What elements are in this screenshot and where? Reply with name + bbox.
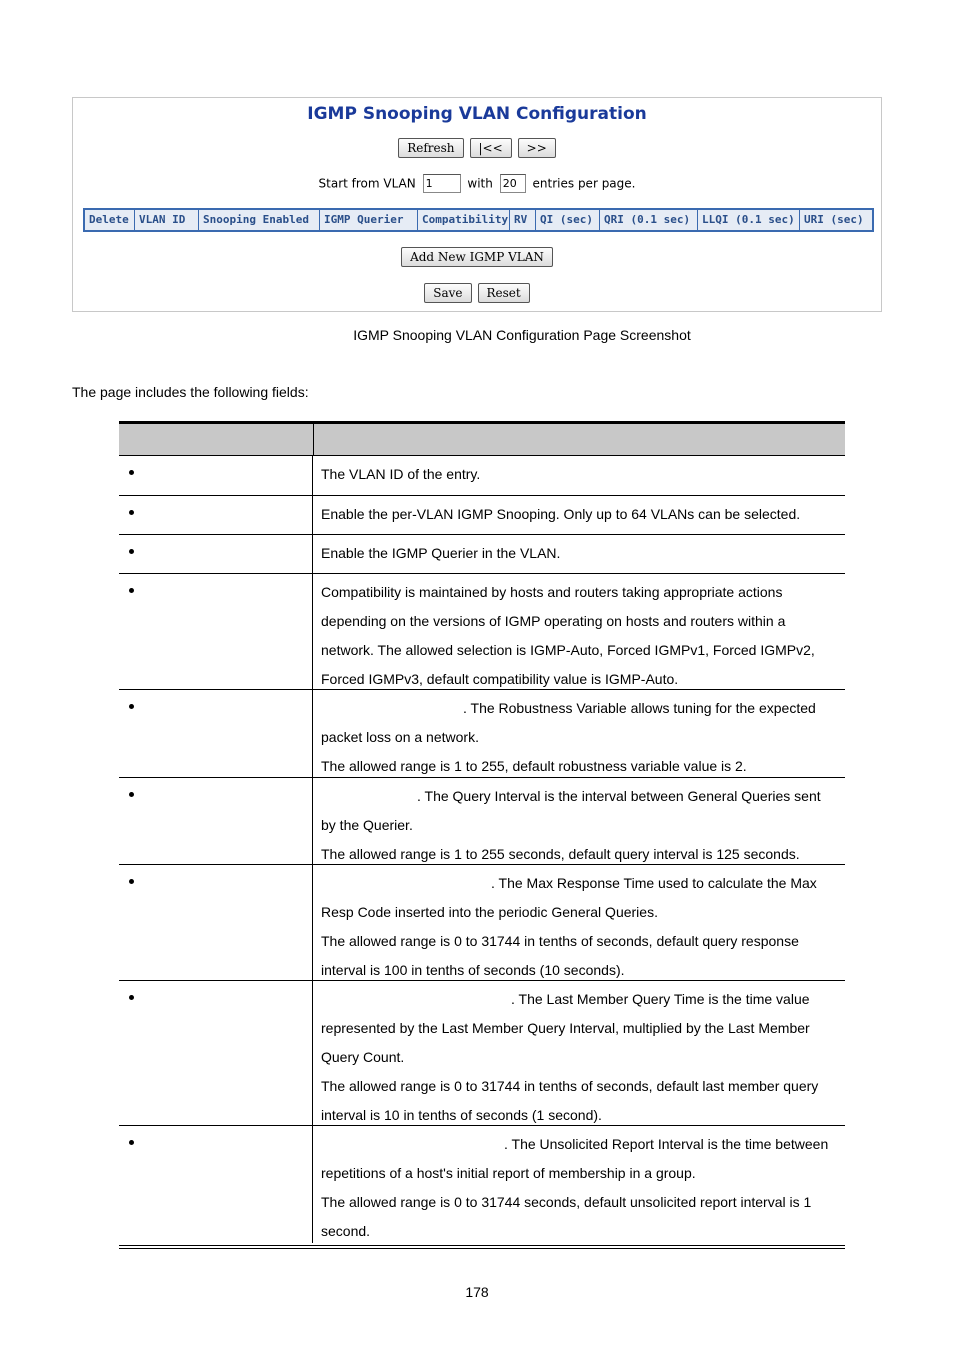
field-row xyxy=(119,535,845,574)
bullet-icon xyxy=(129,1140,134,1145)
reset-button[interactable]: Reset xyxy=(478,283,530,303)
refresh-button[interactable]: Refresh xyxy=(398,138,463,158)
save-button[interactable]: Save xyxy=(424,283,471,303)
description-line: . The Unsolicited Report Interval is the time between repetitions of a host's initial report of membership in a group. xyxy=(321,1136,829,1181)
description-line: The allowed range is 1 to 255 seconds, default query interval is 125 seconds. xyxy=(321,846,800,862)
add-igmp-vlan-button[interactable]: Add New IGMP VLAN xyxy=(401,247,553,267)
entries-per-page-input[interactable]: 20 xyxy=(500,174,526,193)
description-line: Enable the IGMP Querier in the VLAN. xyxy=(321,545,561,561)
field-description xyxy=(313,535,845,573)
paging-buttons xyxy=(73,138,881,158)
description-line: . The Query Interval is the interval between General Queries sent by the Querier. xyxy=(321,788,821,833)
start-from-row xyxy=(73,174,881,193)
field-row xyxy=(119,456,845,496)
field-description xyxy=(313,456,845,495)
description-line: The allowed range is 0 to 31744 in tenths of seconds, default last member query interval is 10 in tenths of seconds (1 second). xyxy=(321,1078,819,1123)
table-header xyxy=(119,424,845,456)
description-line: Compatibility is maintained by hosts and routers taking appropriate actions depending on the versions of IGMP operating on hosts and routers within a network. The allowed selection is IGMP-Auto, Forced IGMPv1, Forced IGMPv2, Forced IGMPv3, default compatibility value is IGMP-Auto. xyxy=(321,584,815,687)
field-description xyxy=(313,981,845,1125)
panel-title: IGMP Snooping VLAN Configuration xyxy=(307,104,647,124)
field-row xyxy=(119,574,845,690)
field-object-cell xyxy=(119,865,313,980)
bullet-icon xyxy=(129,792,134,797)
field-object-cell xyxy=(119,981,313,1125)
field-row xyxy=(119,865,845,981)
field-description xyxy=(313,496,845,534)
vlan-config-table-header xyxy=(83,208,874,232)
col-snooping-enabled: Snooping Enabled xyxy=(199,210,320,230)
description-line: The VLAN ID of the entry. xyxy=(321,466,481,482)
field-description xyxy=(313,1126,845,1243)
figure-caption: IGMP Snooping VLAN Configuration Page Screenshot xyxy=(353,327,691,343)
bullet-icon xyxy=(129,510,134,515)
fields-table xyxy=(119,421,845,1249)
field-description xyxy=(313,574,845,689)
field-row xyxy=(119,981,845,1126)
next-page-button[interactable]: >> xyxy=(518,138,556,158)
col-compatibility: Compatibility xyxy=(418,210,510,230)
with-label: with xyxy=(467,176,493,191)
bullet-icon xyxy=(129,704,134,709)
col-uri: URI (sec) xyxy=(804,213,864,226)
first-page-button[interactable]: |<< xyxy=(470,138,512,158)
description-line: Enable the per-VLAN IGMP Snooping. Only up to 64 VLANs can be selected. xyxy=(321,506,801,522)
field-row xyxy=(119,1126,845,1243)
start-from-label: Start from VLAN xyxy=(318,176,416,191)
field-description xyxy=(313,778,845,864)
field-description xyxy=(313,690,845,777)
entries-label: entries per page. xyxy=(532,176,636,191)
description-line: . The Max Response Time used to calculate the Max Resp Code inserted into the periodic General Queries. xyxy=(321,875,817,920)
field-row xyxy=(119,496,845,535)
header-object-cell xyxy=(119,424,314,455)
bullet-icon xyxy=(129,549,134,554)
add-row xyxy=(73,247,881,267)
page-number: 178 xyxy=(465,1284,489,1300)
bullet-icon xyxy=(129,588,134,593)
description-line: The allowed range is 1 to 255, default robustness variable value is 2. xyxy=(321,758,747,774)
field-object-cell xyxy=(119,456,313,495)
field-object-cell xyxy=(119,778,313,864)
field-object-cell xyxy=(119,1126,313,1243)
col-rv: RV xyxy=(510,210,536,230)
bullet-icon xyxy=(129,470,134,475)
bullet-icon xyxy=(129,879,134,884)
field-object-cell xyxy=(119,574,313,689)
start-vlan-input[interactable]: 1 xyxy=(423,174,461,193)
field-object-cell xyxy=(119,535,313,573)
field-object-cell xyxy=(119,496,313,534)
intro-text: The page includes the following fields: xyxy=(72,384,309,400)
col-delete: Delete xyxy=(85,210,135,230)
field-row xyxy=(119,778,845,865)
field-row xyxy=(119,690,845,778)
description-line: . The Last Member Query Time is the time value represented by the Last Member Query Interval, multiplied by the Last Member Query Count. xyxy=(321,991,810,1065)
col-qri: QRI (0.1 sec) xyxy=(600,210,698,230)
save-reset-row xyxy=(73,283,881,303)
col-vlan-id: VLAN ID xyxy=(135,210,199,230)
field-description xyxy=(313,865,845,980)
col-igmp-querier: IGMP Querier xyxy=(320,210,418,230)
description-line: . The Robustness Variable allows tuning for the expected packet loss on a network. xyxy=(321,700,816,745)
screenshot-panel xyxy=(72,97,882,312)
bullet-icon xyxy=(129,995,134,1000)
description-line: The allowed range is 0 to 31744 seconds, default unsolicited report interval is 1 second. xyxy=(321,1194,812,1239)
col-llqi: LLQI (0.1 sec) xyxy=(698,210,800,230)
col-qi: QI (sec) xyxy=(536,210,600,230)
description-line: The allowed range is 0 to 31744 in tenths of seconds, default query response interval is 100 in tenths of seconds (10 seconds). xyxy=(321,933,799,978)
field-object-cell xyxy=(119,690,313,777)
